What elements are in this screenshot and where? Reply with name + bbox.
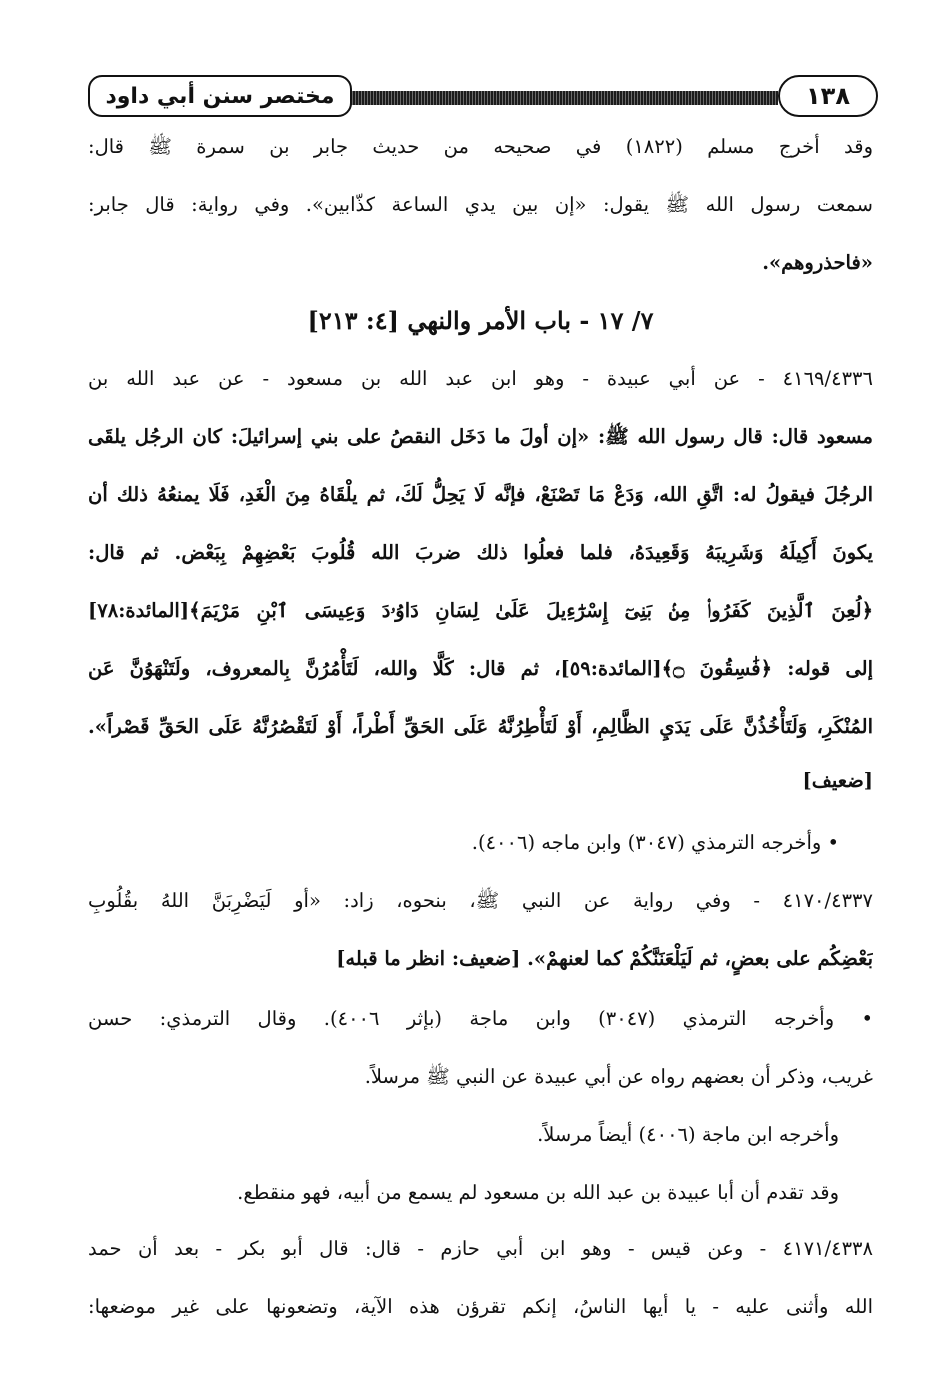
takhrij-note: غريب، وذكر أن بعضهم رواه عن أبي عبيدة عن النبي ﷺ مرسلاً. xyxy=(364,1065,873,1088)
hadith-line: المُنْكَرِ، وَلَتَأْخُذُنَّ عَلَى يَدَيِ الظَّالِمِ، أَوْ لَتَأْطِرُنَّهُ عَلَى الحَقِّ أَطْراً، أَوْ لَتَقْصُرُنَّهُ عَلَى الحَقِّ قَصْراً». xyxy=(88,715,873,738)
hadith-line: مسعود قال: قال رسول الله ﷺ: «إن أولَ ما دَخَل النقصُ على بني إسرائيلَ: كان الرجُل يلقَى xyxy=(88,425,873,448)
takhrij-note: وأخرجه ابن ماجة (٤٠٠٦) أيضاً مرسلاً. xyxy=(537,1123,839,1146)
hadith-line: الرجُلَ فيقولُ له: اتَّقِ الله، وَدَعْ مَا تَصْنَعْ، فإنَّه لَا يَحِلُّ لَكَ، ثم يلْقَاهُ مِنَ الْغَدِ، فَلَا يمنعُهُ ذلك أن xyxy=(88,483,873,506)
chapter-heading: ٧/ ١٧ - باب الأمر والنهي [٤: ٢١٣] xyxy=(307,306,654,335)
text-line: «فاحذروهم». xyxy=(762,251,873,274)
hadith-line: الله وأثنى عليه - يا أيها الناسُ، إنكم تقرؤن هذه الآية، وتضعونها على غير موضعها: xyxy=(88,1295,873,1318)
page-header xyxy=(88,74,878,120)
page-number: ١٣٨ xyxy=(778,75,878,117)
takhrij-note: • وأخرجه الترمذي (٣٠٤٧) وابن ماجة (بإثر ٤٠٠٦). وقال الترمذي: حسن xyxy=(88,1007,873,1030)
hadith-line: ٤١٧١/٤٣٣٨ - وعن قيس - وهو ابن أبي حازم - قال: قال أبو بكر - بعد أن حمد xyxy=(88,1237,873,1260)
book-title: مختصر سنن أبي داود xyxy=(88,75,352,117)
grading-label: [ضعيف] xyxy=(802,769,873,792)
hadith-line: يكونَ أَكِيلَهُ وَشَرِيبَهُ وَقَعِيدَهُ، فلما فعلُوا ذلك ضربَ الله قُلُوبَ بَعْضِهِمْ بِبَعْض. ثم قال: xyxy=(88,541,873,564)
hadith-line: ٤١٦٩/٤٣٣٦ - عن أبي عبيدة - وهو ابن عبد الله بن مسعود - عن عبد الله بن xyxy=(88,367,873,390)
takhrij-note: وقد تقدم أن أبا عبيدة بن عبد الله بن مسعود لم يسمع من أبيه، فهو منقطع. xyxy=(237,1181,839,1204)
hadith-line: إلى قوله: ﴿فَٰسِقُونَ ۝﴾[المائدة:٥٩]، ثم قال: كَلَّا والله، لَتَأْمُرُنَّ بِالمعروف، ولَتَنْهَوُنَّ عَن xyxy=(88,657,873,680)
hadith-line: ٤١٧٠/٤٣٣٧ - وفي رواية عن النبي ﷺ، بنحوه، زاد: «أو لَيَضْرِبَنَّ اللهُ بقُلُوبِ xyxy=(88,889,873,912)
text-line: سمعت رسول الله ﷺ يقول: «إن بين يدي الساعة كذّابين». وفي رواية: قال جابر: xyxy=(88,193,873,216)
header-decorative-band xyxy=(350,91,778,105)
takhrij-note: • وأخرجه الترمذي (٣٠٤٧) وابن ماجه (٤٠٠٦). xyxy=(471,831,839,854)
quran-verse-line: ﴿لُعِنَ ٱلَّذِينَ كَفَرُوا۟ مِنۢ بَنِىٓ إِسْرَٰٓءِيلَ عَلَىٰ لِسَانِ دَاوُۥدَ وَعِيسَى ٱبْنِ مَرْيَمَ﴾[المائدة:٧٨] xyxy=(88,599,873,622)
text-line: وقد أخرج مسلم (١٨٢٢) في صحيحه من حديث جابر بن سمرة ﷺ قال: xyxy=(88,135,873,158)
hadith-line: بَعْضِكُم على بعضٍ، ثم لَيَلْعَنَنَّكُمْ كما لعنهمْ». [ضعيف: انظر ما قبله] xyxy=(336,947,873,970)
